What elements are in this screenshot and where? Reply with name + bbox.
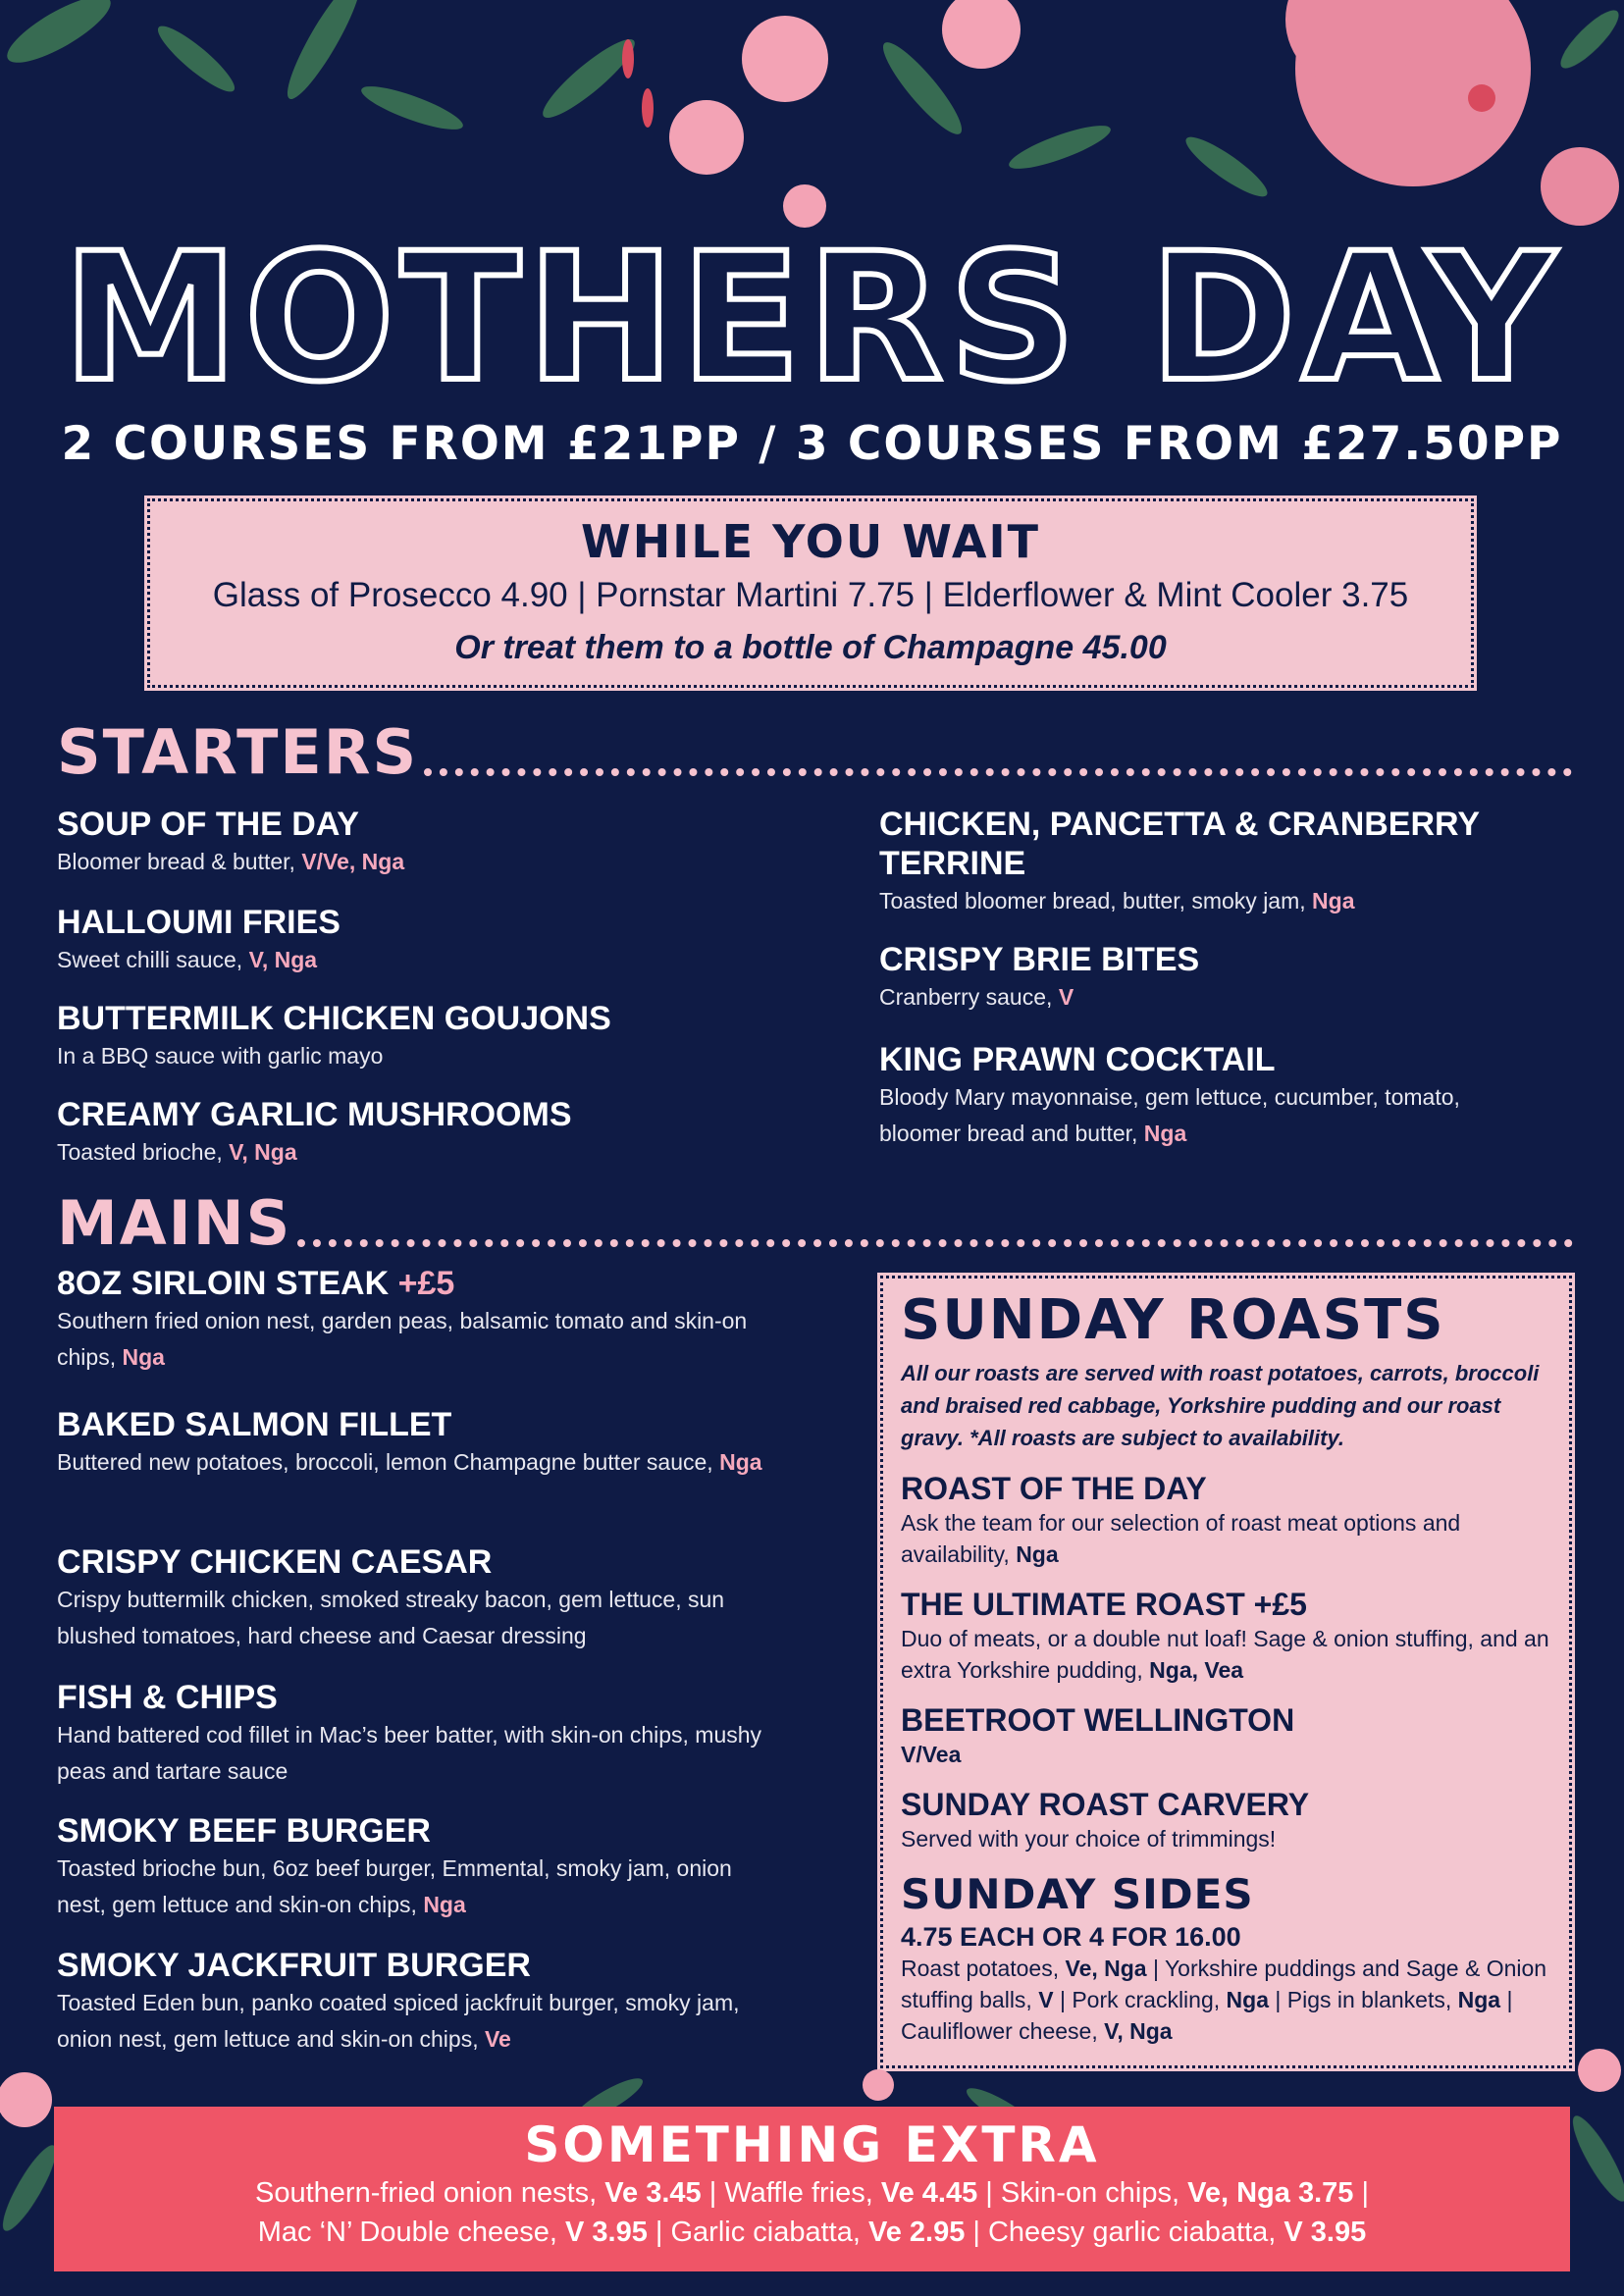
- page-title: MOTHERS DAY: [62, 216, 1562, 421]
- something-extra-line-2: Mac ‘N’ Double cheese, V 3.95 | Garlic ciabatta, Ve 2.95 | Cheesy garlic ciabatta, V 3.95: [257, 2217, 1367, 2248]
- item-desc: Bloody Mary mayonnaise, gem lettuce, cucumber, tomato, bloomer bread and butter, Nga: [879, 1084, 1460, 1146]
- heading-dots: [424, 768, 1572, 776]
- heading-dots: [297, 1239, 1573, 1247]
- item-name: 8OZ SIRLOIN STEAK +£5: [57, 1265, 455, 1302]
- course-pricing: 2 COURSES FROM £21PP / 3 COURSES FROM £27.50PP: [61, 417, 1563, 471]
- main-item: [57, 1542, 763, 1654]
- item-desc: Crispy buttermilk chicken, smoked streaky bacon, gem lettuce, sun blushed tomatoes, hard cheese and Caesar dressing: [57, 1587, 725, 1648]
- starter-item: [57, 1095, 822, 1171]
- roast-item-name: BEETROOT WELLINGTON: [901, 1702, 1295, 1738]
- main-item: [57, 1264, 763, 1376]
- main-item: [57, 1405, 763, 1481]
- item-name: SMOKY BEEF BURGER: [57, 1812, 431, 1850]
- item-desc: Toasted brioche bun, 6oz beef burger, Emmental, smoky jam, onion nest, gem lettuce and skin-on chips, Nga: [57, 1855, 732, 1917]
- starter-item: [57, 999, 822, 1074]
- starter-item: [57, 805, 822, 880]
- item-desc: Toasted Eden bun, panko coated spiced jackfruit burger, smoky jam, onion nest, gem lettuce and skin-on chips, Ve: [57, 1990, 740, 2052]
- starter-item: [879, 1040, 1546, 1152]
- starter-item: [879, 805, 1546, 919]
- sunday-roasts-title: SUNDAY ROASTS: [901, 1288, 1445, 1352]
- while-you-wait-title: WHILE YOU WAIT: [580, 515, 1040, 568]
- roast-item-name: ROAST OF THE DAY: [901, 1471, 1207, 1506]
- roast-item-name: SUNDAY ROAST CARVERY: [901, 1787, 1310, 1822]
- sunday-sides-title: SUNDAY SIDES: [901, 1870, 1254, 1918]
- starters-heading-label: STARTERS: [57, 716, 419, 788]
- item-name: SOUP OF THE DAY: [57, 806, 359, 843]
- item-name: FISH & CHIPS: [57, 1679, 278, 1716]
- item-name: HALLOUMI FRIES: [57, 904, 341, 941]
- item-name: BUTTERMILK CHICKEN GOUJONS: [57, 1000, 611, 1037]
- item-desc: Hand battered cod fillet in Mac’s beer batter, with skin-on chips, mushy peas and tartare sauce: [57, 1722, 762, 1784]
- starters-heading: [57, 716, 1572, 788]
- roast-item-desc: Duo of meats, or a double nut loaf! Sage & onion stuffing, and an extra Yorkshire pudding, Nga, Vea: [901, 1626, 1549, 1683]
- item-desc: Cranberry sauce, V: [879, 984, 1074, 1010]
- item-desc: Buttered new potatoes, broccoli, lemon Champagne butter sauce, Nga: [57, 1449, 762, 1475]
- starter-item: [57, 903, 822, 978]
- item-name: KING PRAWN COCKTAIL: [879, 1041, 1276, 1078]
- main-item: [57, 1811, 763, 1923]
- item-name: CRISPY CHICKEN CAESAR: [57, 1543, 493, 1581]
- sunday-sides-price: 4.75 EACH OR 4 FOR 16.00: [901, 1922, 1241, 1952]
- sunday-roasts-intro: All our roasts are served with roast potatoes, carrots, broccoli and braised red cabbage, Yorkshire pudding and our roast gravy. *All roasts are subject to availability.: [901, 1361, 1540, 1450]
- main-item: [57, 1678, 763, 1790]
- sunday-roasts-box: [880, 1276, 1572, 2068]
- item-desc: In a BBQ sauce with garlic mayo: [57, 1043, 384, 1069]
- sunday-sides-list: Roast potatoes, Ve, Nga | Yorkshire puddings and Sage & Onion stuffing balls, V | Pork crackling, Nga | Pigs in blankets, Nga | Cauliflower cheese, V, Nga: [901, 1956, 1547, 2044]
- roast-item-desc: Served with your choice of trimmings!: [901, 1826, 1277, 1852]
- item-desc: Southern fried onion nest, garden peas, balsamic tomato and skin-on chips, Nga: [57, 1308, 748, 1370]
- starter-item: [879, 940, 1546, 1016]
- item-name: SMOKY JACKFRUIT BURGER: [57, 1947, 531, 1984]
- mains-heading-label: MAINS: [57, 1187, 292, 1259]
- item-name: CRISPY BRIE BITES: [879, 941, 1200, 978]
- while-you-wait-box: [147, 498, 1474, 688]
- roast-item-name: THE ULTIMATE ROAST +£5: [901, 1587, 1307, 1622]
- champagne-offer: Or treat them to a bottle of Champagne 45.00: [454, 629, 1167, 666]
- item-desc: Bloomer bread & butter, V/Ve, Nga: [57, 849, 405, 874]
- while-you-wait-drinks: Glass of Prosecco 4.90 | Pornstar Martini 7.75 | Elderflower & Mint Cooler 3.75: [212, 576, 1409, 614]
- floral-header-decoration: [0, 0, 1624, 245]
- roast-item-desc: V/Vea: [901, 1742, 962, 1767]
- roast-item-desc: Ask the team for our selection of roast meat options and availability, Nga: [901, 1510, 1461, 1567]
- item-name: CREAMY GARLIC MUSHROOMS: [57, 1096, 572, 1133]
- item-name: BAKED SALMON FILLET: [57, 1406, 452, 1443]
- something-extra-box: [54, 2107, 1570, 2271]
- mains-heading: [57, 1187, 1573, 1259]
- item-desc: Sweet chilli sauce, V, Nga: [57, 947, 318, 972]
- something-extra-line-1: Southern-fried onion nests, Ve 3.45 | Waffle fries, Ve 4.45 | Skin-on chips, Ve, Nga 3.75 |: [255, 2177, 1369, 2209]
- item-name: CHICKEN, PANCETTA & CRANBERRY TERRINE: [879, 806, 1480, 882]
- item-desc: Toasted bloomer bread, butter, smoky jam, Nga: [879, 888, 1355, 913]
- something-extra-title: SOMETHING EXTRA: [524, 2116, 1100, 2173]
- item-desc: Toasted brioche, V, Nga: [57, 1139, 297, 1165]
